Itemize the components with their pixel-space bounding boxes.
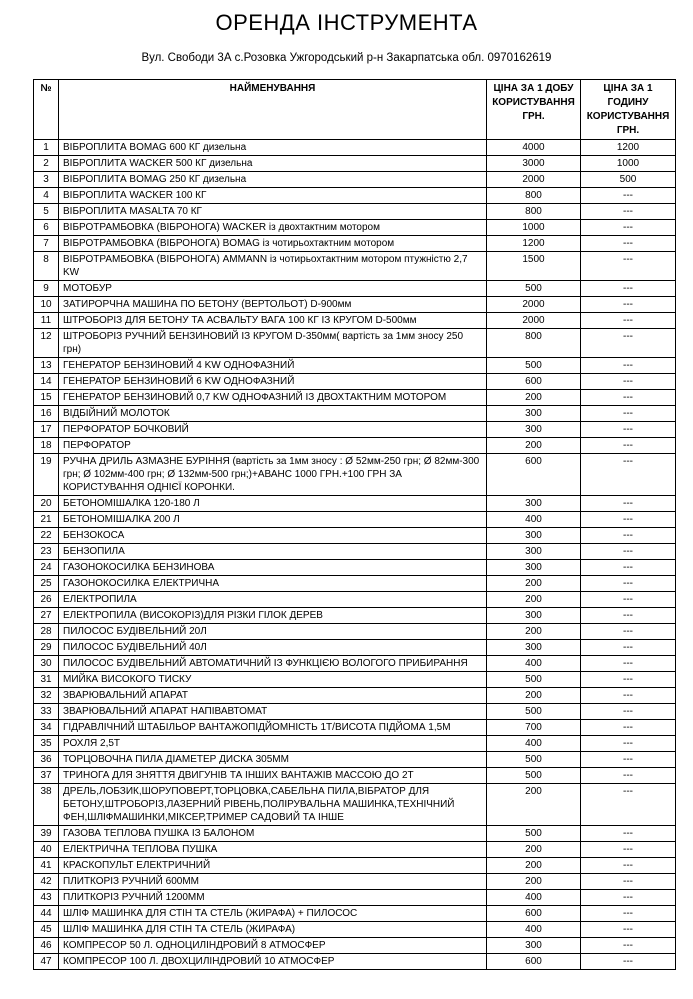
row-price-hour: ---	[581, 874, 676, 890]
row-price-day: 300	[487, 938, 581, 954]
row-price-day: 300	[487, 496, 581, 512]
row-number: 25	[34, 576, 59, 592]
row-price-hour: ---	[581, 688, 676, 704]
row-item-name: ЕЛЕКТРОПИЛА	[59, 592, 487, 608]
header-name: НАЙМЕНУВАННЯ	[59, 80, 487, 140]
table-row	[34, 140, 676, 156]
row-price-day: 200	[487, 842, 581, 858]
table-row	[34, 188, 676, 204]
row-item-name: ГЕНЕРАТОР БЕНЗИНОВИЙ 6 KW ОДНОФАЗНИЙ	[59, 374, 487, 390]
row-number: 13	[34, 358, 59, 374]
table-row	[34, 906, 676, 922]
row-number: 18	[34, 438, 59, 454]
row-item-name: ЗАТИРОРЧНА МАШИНА ПО БЕТОНУ (ВЕРТОЛЬОТ) D-900мм	[59, 297, 487, 313]
row-price-hour: ---	[581, 438, 676, 454]
table-row	[34, 297, 676, 313]
row-price-day: 200	[487, 858, 581, 874]
row-item-name: ПИЛОСОС БУДІВЕЛЬНИЙ 40Л	[59, 640, 487, 656]
row-number: 1	[34, 140, 59, 156]
row-price-day: 4000	[487, 140, 581, 156]
table-header-row	[34, 80, 676, 140]
row-item-name: ВІБРОТРАМБОВКА (ВІБРОНОГА) WACKER із двохтактним мотором	[59, 220, 487, 236]
row-price-hour: ---	[581, 454, 676, 496]
row-item-name: ГЕНЕРАТОР БЕНЗИНОВИЙ 4 KW ОДНОФАЗНИЙ	[59, 358, 487, 374]
row-number: 35	[34, 736, 59, 752]
row-number: 46	[34, 938, 59, 954]
row-price-hour: ---	[581, 204, 676, 220]
row-price-day: 300	[487, 608, 581, 624]
table-row	[34, 422, 676, 438]
row-item-name: ВІБРОТРАМБОВКА (ВІБРОНОГА) BOMAG із чотирьохтактним мотором	[59, 236, 487, 252]
row-item-name: ПЕРФОРАТОР	[59, 438, 487, 454]
table-row	[34, 576, 676, 592]
row-price-hour: 1200	[581, 140, 676, 156]
row-item-name: КОМПРЕСОР 50 Л. ОДНОЦИЛІНДРОВИЙ 8 АТМОСФЕР	[59, 938, 487, 954]
table-row	[34, 220, 676, 236]
row-price-hour: ---	[581, 329, 676, 358]
row-price-day: 800	[487, 204, 581, 220]
row-number: 16	[34, 406, 59, 422]
row-item-name: ПЕРФОРАТОР БОЧКОВИЙ	[59, 422, 487, 438]
table-row	[34, 156, 676, 172]
table-row	[34, 704, 676, 720]
row-item-name: ТОРЦОВОЧНА ПИЛА ДІАМЕТЕР ДИСКА 305ММ	[59, 752, 487, 768]
row-price-day: 200	[487, 576, 581, 592]
row-number: 31	[34, 672, 59, 688]
table-row	[34, 922, 676, 938]
row-number: 45	[34, 922, 59, 938]
header-price-hour: ЦІНА ЗА 1 ГОДИНУ КОРИСТУВАННЯ ГРН.	[581, 80, 676, 140]
row-price-hour: ---	[581, 954, 676, 970]
row-number: 24	[34, 560, 59, 576]
row-price-day: 600	[487, 906, 581, 922]
table-row	[34, 329, 676, 358]
row-price-hour: ---	[581, 768, 676, 784]
row-price-day: 500	[487, 768, 581, 784]
row-price-hour: ---	[581, 704, 676, 720]
row-number: 33	[34, 704, 59, 720]
row-number: 23	[34, 544, 59, 560]
row-price-day: 200	[487, 874, 581, 890]
row-price-hour: ---	[581, 890, 676, 906]
table-row	[34, 438, 676, 454]
row-price-hour: ---	[581, 752, 676, 768]
row-price-day: 1000	[487, 220, 581, 236]
row-item-name: ШЛІФ МАШИНКА ДЛЯ СТІН ТА СТЕЛЬ (ЖИРАФА) + ПИЛОСОС	[59, 906, 487, 922]
row-price-day: 500	[487, 358, 581, 374]
row-item-name: ВІДБІЙНИЙ МОЛОТОК	[59, 406, 487, 422]
row-item-name: ВІБРОПЛИТА BOMAG 250 КГ дизельна	[59, 172, 487, 188]
row-item-name: МОТОБУР	[59, 281, 487, 297]
row-item-name: ЗВАРЮВАЛЬНИЙ АПАРАТ НАПІВАВТОМАТ	[59, 704, 487, 720]
address-line: Вул. Свободи 3А с.Розовка Ужгородський р-н Закарпатська обл. 0970162619	[141, 52, 552, 64]
row-price-day: 800	[487, 188, 581, 204]
row-price-day: 800	[487, 329, 581, 358]
row-price-hour: ---	[581, 220, 676, 236]
table-row	[34, 858, 676, 874]
row-price-hour: ---	[581, 784, 676, 826]
row-item-name: ШТРОБОРІЗ РУЧНИЙ БЕНЗИНОВИЙ ІЗ КРУГОМ D-350мм( вартість за 1мм зносу 250 грн)	[59, 329, 487, 358]
row-price-day: 300	[487, 422, 581, 438]
row-number: 41	[34, 858, 59, 874]
row-price-hour: ---	[581, 624, 676, 640]
row-item-name: БЕНЗОПИЛА	[59, 544, 487, 560]
row-price-day: 300	[487, 640, 581, 656]
row-number: 28	[34, 624, 59, 640]
row-price-hour: ---	[581, 512, 676, 528]
table-row	[34, 938, 676, 954]
row-price-hour: ---	[581, 313, 676, 329]
row-price-day: 400	[487, 512, 581, 528]
row-number: 29	[34, 640, 59, 656]
row-price-day: 400	[487, 890, 581, 906]
row-number: 42	[34, 874, 59, 890]
row-price-day: 500	[487, 752, 581, 768]
row-item-name: ВІБРОПЛИТА WACKER 100 КГ	[59, 188, 487, 204]
row-price-hour: ---	[581, 528, 676, 544]
row-number: 32	[34, 688, 59, 704]
row-price-day: 300	[487, 406, 581, 422]
row-item-name: КОМПРЕСОР 100 Л. ДВОХЦИЛІНДРОВИЙ 10 АТМОСФЕР	[59, 954, 487, 970]
row-price-day: 3000	[487, 156, 581, 172]
row-price-day: 400	[487, 736, 581, 752]
row-item-name: БЕНЗОКОСА	[59, 528, 487, 544]
table-row	[34, 624, 676, 640]
row-price-day: 500	[487, 826, 581, 842]
row-price-hour: ---	[581, 608, 676, 624]
row-item-name: ЕЛЕКТРИЧНА ТЕПЛОВА ПУШКА	[59, 842, 487, 858]
row-number: 40	[34, 842, 59, 858]
table-row	[34, 313, 676, 329]
row-price-hour: ---	[581, 938, 676, 954]
row-number: 44	[34, 906, 59, 922]
table-row	[34, 406, 676, 422]
table-row	[34, 374, 676, 390]
row-item-name: ПЛИТКОРІЗ РУЧНИЙ 600ММ	[59, 874, 487, 890]
table-row	[34, 656, 676, 672]
row-number: 34	[34, 720, 59, 736]
row-price-hour: ---	[581, 358, 676, 374]
row-price-hour: ---	[581, 720, 676, 736]
row-item-name: ГАЗОНОКОСИЛКА ЕЛЕКТРИЧНА	[59, 576, 487, 592]
row-number: 22	[34, 528, 59, 544]
row-item-name: ПЛИТКОРІЗ РУЧНИЙ 1200ММ	[59, 890, 487, 906]
row-number: 5	[34, 204, 59, 220]
row-item-name: ГАЗОВА ТЕПЛОВА ПУШКА ІЗ БАЛОНОМ	[59, 826, 487, 842]
row-price-day: 200	[487, 438, 581, 454]
row-item-name: ДРЕЛЬ,ЛОБЗИК,ШОРУПОВЕРТ,ТОРЦОВКА,САБЕЛЬНА ПИЛА,ВІБРАТОР ДЛЯ БЕТОНУ,ШТРОБОРІЗ,ЛАЗЕРНИЙ РІВЕНЬ,ПОЛІРУВАЛЬНА МАШИНКА,ТЕХНІЧНИЙ ФЕН,ШЛІФМАШИНКИ,МІКСЕР,ТРИМЕР САДОВИЙ ТА ІНШЕ	[59, 784, 487, 826]
table-row	[34, 842, 676, 858]
row-number: 38	[34, 784, 59, 826]
row-number: 17	[34, 422, 59, 438]
table-row	[34, 608, 676, 624]
row-price-hour: ---	[581, 390, 676, 406]
row-item-name: ПИЛОСОС БУДІВЕЛЬНИЙ АВТОМАТИЧНИЙ ІЗ ФУНКЦІЄЮ ВОЛОГОГО ПРИБИРАННЯ	[59, 656, 487, 672]
row-price-hour: ---	[581, 576, 676, 592]
row-item-name: ЕЛЕКТРОПИЛА (ВИСОКОРІЗ)ДЛЯ РІЗКИ ГІЛОК ДЕРЕВ	[59, 608, 487, 624]
row-price-day: 200	[487, 592, 581, 608]
row-price-hour: ---	[581, 826, 676, 842]
table-row	[34, 752, 676, 768]
table-row	[34, 954, 676, 970]
table-row	[34, 592, 676, 608]
table-row	[34, 890, 676, 906]
row-number: 10	[34, 297, 59, 313]
row-price-hour: ---	[581, 544, 676, 560]
row-price-day: 600	[487, 454, 581, 496]
page-title: ОРЕНДА ІНСТРУМЕНТА	[215, 10, 478, 35]
row-price-hour: ---	[581, 406, 676, 422]
row-item-name: ВІБРОПЛИТА WACKER 500 КГ дизельна	[59, 156, 487, 172]
row-number: 43	[34, 890, 59, 906]
table-row	[34, 544, 676, 560]
row-number: 9	[34, 281, 59, 297]
table-row	[34, 784, 676, 826]
table-row	[34, 390, 676, 406]
table-row	[34, 496, 676, 512]
row-price-hour: ---	[581, 842, 676, 858]
row-price-day: 2000	[487, 172, 581, 188]
row-price-hour: ---	[581, 592, 676, 608]
row-price-hour: ---	[581, 922, 676, 938]
row-item-name: МИЙКА ВИСОКОГО ТИСКУ	[59, 672, 487, 688]
row-price-hour: ---	[581, 906, 676, 922]
row-price-hour: ---	[581, 236, 676, 252]
row-price-hour: ---	[581, 496, 676, 512]
row-price-day: 300	[487, 528, 581, 544]
row-number: 37	[34, 768, 59, 784]
row-number: 19	[34, 454, 59, 496]
table-row	[34, 826, 676, 842]
row-price-hour: ---	[581, 672, 676, 688]
row-number: 20	[34, 496, 59, 512]
table-row	[34, 512, 676, 528]
table-row	[34, 768, 676, 784]
row-price-day: 200	[487, 390, 581, 406]
row-price-day: 300	[487, 544, 581, 560]
row-price-hour: ---	[581, 252, 676, 281]
row-number: 47	[34, 954, 59, 970]
row-number: 6	[34, 220, 59, 236]
row-price-hour: ---	[581, 422, 676, 438]
row-number: 2	[34, 156, 59, 172]
row-number: 39	[34, 826, 59, 842]
row-price-day: 300	[487, 560, 581, 576]
row-item-name: ВІБРОПЛИТА BOMAG 600 КГ дизельна	[59, 140, 487, 156]
table-row	[34, 281, 676, 297]
row-number: 36	[34, 752, 59, 768]
row-item-name: ГІДРАВЛІЧНИЙ ШТАБІЛЬОР ВАНТАЖОПІДЙОМНІСТЬ 1Т/ВИСОТА ПІДЙОМА 1,5М	[59, 720, 487, 736]
table-row	[34, 528, 676, 544]
table-row	[34, 236, 676, 252]
table-row	[34, 172, 676, 188]
header-price-day: ЦІНА ЗА 1 ДОБУ КОРИСТУВАННЯ ГРН.	[487, 80, 581, 140]
row-price-day: 500	[487, 704, 581, 720]
row-price-day: 400	[487, 922, 581, 938]
row-number: 14	[34, 374, 59, 390]
row-price-day: 600	[487, 374, 581, 390]
row-item-name: БЕТОНОМІШАЛКА 200 Л	[59, 512, 487, 528]
row-price-hour: 500	[581, 172, 676, 188]
header-number: №	[34, 80, 59, 140]
row-item-name: ТРИНОГА ДЛЯ ЗНЯТТЯ ДВИГУНІВ ТА ІНШИХ ВАНТАЖІВ МАССОЮ ДО 2Т	[59, 768, 487, 784]
table-row	[34, 252, 676, 281]
table-row	[34, 560, 676, 576]
row-item-name: ГЕНЕРАТОР БЕНЗИНОВИЙ 0,7 KW ОДНОФАЗНИЙ ІЗ ДВОХТАКТНИМ МОТОРОМ	[59, 390, 487, 406]
table-row	[34, 874, 676, 890]
row-item-name: ШТРОБОРІЗ ДЛЯ БЕТОНУ ТА АСВАЛЬТУ ВАГА 100 КГ ІЗ КРУГОМ D-500мм	[59, 313, 487, 329]
row-number: 4	[34, 188, 59, 204]
row-price-hour: 1000	[581, 156, 676, 172]
rental-price-table	[33, 79, 676, 970]
row-number: 12	[34, 329, 59, 358]
row-price-hour: ---	[581, 736, 676, 752]
row-price-day: 600	[487, 954, 581, 970]
row-number: 26	[34, 592, 59, 608]
table-row	[34, 720, 676, 736]
row-price-day: 200	[487, 688, 581, 704]
table-row	[34, 204, 676, 220]
row-item-name: ПИЛОСОС БУДІВЕЛЬНИЙ 20Л	[59, 624, 487, 640]
row-number: 7	[34, 236, 59, 252]
row-number: 21	[34, 512, 59, 528]
row-price-hour: ---	[581, 188, 676, 204]
row-item-name: КРАСКОПУЛЬТ ЕЛЕКТРИЧНИЙ	[59, 858, 487, 874]
row-price-day: 500	[487, 281, 581, 297]
row-price-hour: ---	[581, 640, 676, 656]
row-number: 30	[34, 656, 59, 672]
row-number: 8	[34, 252, 59, 281]
row-price-hour: ---	[581, 297, 676, 313]
table-row	[34, 736, 676, 752]
row-price-day: 500	[487, 672, 581, 688]
row-number: 27	[34, 608, 59, 624]
row-item-name: ВІБРОПЛИТА MASALTA 70 КГ	[59, 204, 487, 220]
row-price-day: 2000	[487, 313, 581, 329]
row-price-day: 700	[487, 720, 581, 736]
row-price-day: 400	[487, 656, 581, 672]
table-row	[34, 454, 676, 496]
table-row	[34, 640, 676, 656]
row-item-name: ВІБРОТРАМБОВКА (ВІБРОНОГА) AMMANN із чотирьохтактним мотором птужністю 2,7 KW	[59, 252, 487, 281]
row-item-name: ГАЗОНОКОСИЛКА БЕНЗИНОВА	[59, 560, 487, 576]
row-item-name: РУЧНА ДРИЛЬ АЗМАЗНЕ БУРІННЯ (вартість за 1мм зносу : Ø 52мм-250 грн; Ø 82мм-300 грн; Ø 102мм-400 грн; Ø 132мм-500 грн;)+АВАНС 1000 ГРН.+100 ГРН ЗА КОРИСТУВАННЯ ОДНІЄЇ КОРОНКИ.	[59, 454, 487, 496]
table-row	[34, 358, 676, 374]
row-price-hour: ---	[581, 374, 676, 390]
row-price-hour: ---	[581, 858, 676, 874]
table-body	[34, 140, 676, 970]
row-price-day: 200	[487, 784, 581, 826]
row-price-day: 1500	[487, 252, 581, 281]
row-number: 11	[34, 313, 59, 329]
table-row	[34, 672, 676, 688]
row-number: 3	[34, 172, 59, 188]
row-item-name: ШЛІФ МАШИНКА ДЛЯ СТІН ТА СТЕЛЬ (ЖИРАФА)	[59, 922, 487, 938]
row-price-hour: ---	[581, 560, 676, 576]
row-price-day: 1200	[487, 236, 581, 252]
row-price-day: 2000	[487, 297, 581, 313]
row-price-hour: ---	[581, 656, 676, 672]
row-item-name: БЕТОНОМІШАЛКА 120-180 Л	[59, 496, 487, 512]
table-row	[34, 688, 676, 704]
row-number: 15	[34, 390, 59, 406]
row-item-name: РОХЛЯ 2,5Т	[59, 736, 487, 752]
row-price-hour: ---	[581, 281, 676, 297]
row-item-name: ЗВАРЮВАЛЬНИЙ АПАРАТ	[59, 688, 487, 704]
row-price-day: 200	[487, 624, 581, 640]
